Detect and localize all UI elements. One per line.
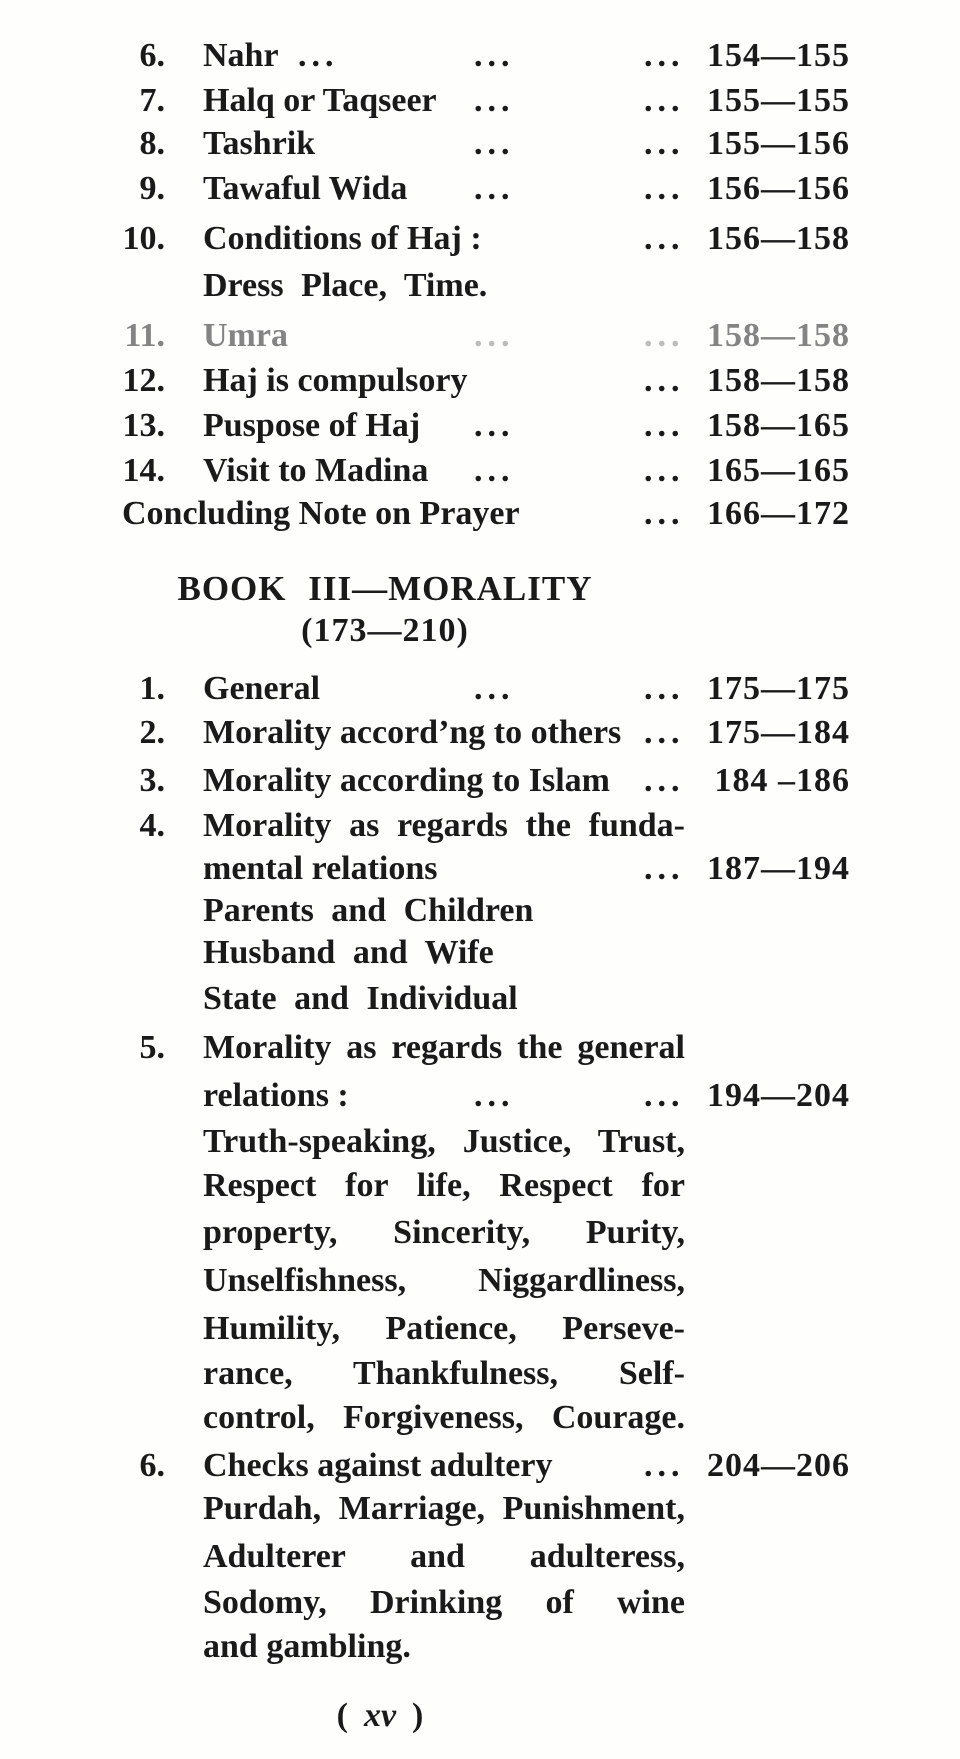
toc-line (0, 1264, 960, 1310)
toc-line (0, 84, 960, 130)
toc-line (0, 1031, 960, 1077)
item-number: 4. (139, 807, 165, 844)
item-subtitle: Parents and Children (203, 892, 534, 929)
page-number-footer (260, 1699, 500, 1733)
item-number: 8. (139, 125, 165, 162)
item-title: mental relations (203, 850, 438, 887)
page-range: 155—156 (707, 125, 850, 162)
leader-dots: ... (644, 170, 685, 207)
toc-line (0, 39, 960, 85)
item-title: General (203, 670, 321, 707)
page-range: 166—172 (707, 495, 850, 532)
leader-dots: ... (644, 82, 685, 119)
toc-line (0, 319, 960, 365)
leader-dots: ... (474, 125, 515, 162)
leader-dots: ... (644, 452, 685, 489)
toc-line (0, 1079, 960, 1125)
leader-dots: ... (644, 670, 685, 707)
item-number: 2. (139, 714, 165, 751)
page-range: 187—194 (707, 850, 850, 887)
page-range: 175—175 (707, 670, 850, 707)
book-heading: BOOK III—MORALITY (177, 569, 593, 608)
item-subtitle: State and Individual (203, 980, 518, 1017)
toc-line (0, 409, 960, 455)
item-number: 9. (139, 170, 165, 207)
item-title: Puspose of Haj (203, 407, 421, 444)
page-range: 156—156 (707, 170, 850, 207)
item-title: Visit to Madina (203, 452, 429, 489)
item-subtitle: rance, Thankfulness, Self- (203, 1355, 685, 1392)
page-range: 156—158 (707, 220, 850, 257)
item-title: Morality according to Islam (203, 762, 610, 799)
page-range: 154—155 (707, 37, 850, 74)
page-range: 184 –186 (714, 762, 850, 799)
leader-dots: ... (474, 37, 515, 74)
item-number: 13. (122, 407, 165, 444)
page-range: 158—165 (707, 407, 850, 444)
toc-line (0, 127, 960, 173)
item-title: Umra (203, 317, 288, 354)
leader-dots: ... (644, 1447, 685, 1484)
page-range: 155—155 (707, 82, 850, 119)
leader-dots: ... (474, 407, 515, 444)
leader-dots: ... (474, 82, 515, 119)
leader-dots: ... (644, 714, 685, 751)
toc-line (0, 269, 960, 315)
toc-line (0, 1125, 960, 1171)
item-title: Tashrik (203, 125, 316, 162)
toc-line (0, 1312, 960, 1358)
item-title: Checks against adultery (203, 1447, 553, 1484)
toc-line (0, 936, 960, 982)
leader-dots: ... (644, 850, 685, 887)
leader-dots: ... (474, 317, 515, 354)
item-title: Haj is compulsory (203, 362, 468, 399)
page-range: 194—204 (707, 1077, 850, 1114)
toc-line (0, 1169, 960, 1215)
item-number: 6. (139, 37, 165, 74)
item-title: Morality accord’ng to others (203, 714, 622, 751)
item-number: 7. (139, 82, 165, 119)
item-subtitle: and gambling. (203, 1628, 411, 1665)
item-title: Morality as regards the funda- (203, 807, 685, 844)
item-number: 1. (139, 670, 165, 707)
page-range: 175—184 (707, 714, 850, 751)
item-number: 6. (139, 1447, 165, 1484)
toc-line (0, 672, 960, 718)
item-title: Halq or Taqseer (203, 82, 437, 119)
leader-dots: ... (644, 317, 685, 354)
footer-paren-open: ( (336, 1697, 348, 1734)
leader-dots: ... (644, 495, 685, 532)
item-number: 3. (139, 762, 165, 799)
toc-line (0, 1449, 960, 1495)
item-subtitle: Husband and Wife (203, 934, 494, 971)
item-subtitle: property, Sincerity, Purity, (203, 1214, 685, 1251)
toc-line (0, 1492, 960, 1538)
leader-dots: ... (644, 762, 685, 799)
toc-line (0, 809, 960, 855)
item-subtitle: Unselfishness, Niggardliness, (203, 1262, 685, 1299)
item-subtitle: Humility, Patience, Perseve- (203, 1310, 685, 1347)
toc-line (0, 764, 960, 810)
page-range: 158—158 (707, 362, 850, 399)
leader-dots: ... (644, 220, 685, 257)
footer-roman-numeral: xv (363, 1697, 397, 1734)
item-subtitle: Sodomy, Drinking of wine (203, 1584, 685, 1621)
item-title: Tawaful Wida (203, 170, 408, 207)
leader-dots: ... (474, 670, 515, 707)
item-number: 14. (122, 452, 165, 489)
toc-line (0, 1540, 960, 1586)
item-number: 12. (122, 362, 165, 399)
leader-dots: ... (644, 407, 685, 444)
toc-line (0, 1401, 960, 1447)
toc-line (0, 716, 960, 762)
toc-line (0, 497, 960, 543)
toc-line (0, 1216, 960, 1262)
item-title: Morality as regards the general (203, 1029, 685, 1066)
leader-dots: ... (644, 1077, 685, 1114)
item-number: 10. (122, 220, 165, 257)
leader-dots: ... (298, 37, 339, 74)
toc-line (0, 454, 960, 500)
page-range: 204—206 (707, 1447, 850, 1484)
toc-line (0, 364, 960, 410)
item-title: relations : (203, 1077, 349, 1114)
toc-line (0, 1357, 960, 1403)
leader-dots: ... (474, 452, 515, 489)
toc-line (0, 222, 960, 268)
leader-dots: ... (644, 125, 685, 162)
leader-dots: ... (474, 170, 515, 207)
item-subtitle: Purdah, Marriage, Punishment, (203, 1490, 685, 1527)
item-title: Conditions of Haj : (203, 220, 482, 257)
page-range: 158—158 (707, 317, 850, 354)
toc-line (0, 1630, 960, 1676)
item-subtitle: Truth-speaking, Justice, Trust, (203, 1123, 685, 1160)
item-number: 11. (124, 317, 165, 354)
leader-dots: ... (474, 1077, 515, 1114)
footer-paren-close: ) (412, 1697, 424, 1734)
toc-line (0, 1586, 960, 1632)
item-subtitle: Respect for life, Respect for (203, 1167, 685, 1204)
toc-line (0, 982, 960, 1028)
book-page-range: (173—210) (301, 612, 469, 649)
item-number: 5. (139, 1029, 165, 1066)
leader-dots: ... (644, 37, 685, 74)
item-subtitle: Dress Place, Time. (203, 267, 488, 304)
page-range: 165—165 (707, 452, 850, 489)
leader-dots: ... (644, 362, 685, 399)
item-subtitle: Adulterer and adulteress, (203, 1538, 685, 1575)
item-subtitle: control, Forgiveness, Courage. (203, 1399, 685, 1436)
item-title: Nahr (203, 37, 279, 74)
toc-line (0, 172, 960, 218)
item-title: Concluding Note on Prayer (122, 495, 520, 532)
